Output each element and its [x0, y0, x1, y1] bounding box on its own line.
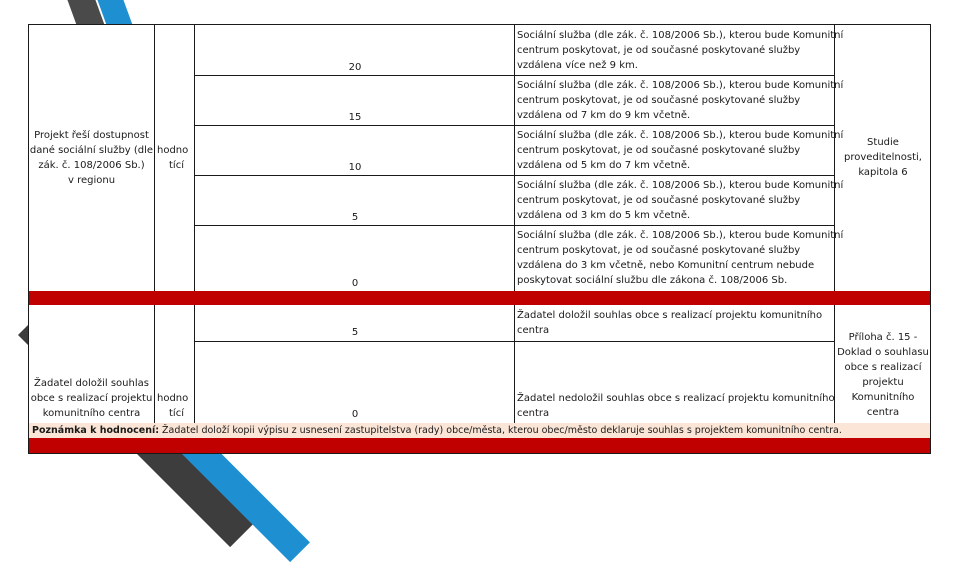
score-value: 0 [351, 409, 359, 420]
score-description: Žadatel doložil souhlas obce s realizací projektu komunitního centra [517, 310, 823, 336]
criterion-2-source: Příloha č. 15 - Doklad o souhlasu obce s realizací projektu Komunitního centra [837, 332, 929, 418]
note-label: Poznámka k hodnocení: [32, 425, 160, 436]
note-body: Žadatel doloží kopii výpisu z usnesení zastupitelstva (rady) obce/města, kterou obec/město deklaruje souhlas s projektem komunitního centra. [159, 425, 842, 436]
grid-line [514, 305, 515, 423]
criterion-1-evaluation: hodno tící [157, 145, 189, 171]
score-value: 5 [351, 212, 359, 223]
score-value: 5 [351, 327, 359, 338]
grid-line [194, 125, 834, 126]
section-separator [29, 438, 930, 453]
score-description: Sociální služba (dle zák. č. 108/2006 Sb.), kterou bude Komunitní centrum poskytovat, je od současné poskytované služby vzdálena od 5 km do 7 km včetně. [517, 130, 844, 171]
grid-line [154, 305, 155, 423]
criterion-1-source: Studie proveditelnosti, kapitola 6 [844, 137, 922, 178]
criterion-1-title: Projekt řeší dostupnost dané sociální služby (dle zák. č. 108/2006 Sb.) v regionu [29, 130, 154, 186]
score-description: Sociální služba (dle zák. č. 108/2006 Sb.), kterou bude Komunitní centrum poskytovat, je od současné poskytované služby vzdálena od 7 km do 9 km včetně. [517, 80, 844, 121]
grid-line [154, 25, 155, 291]
grid-line [194, 225, 834, 226]
section-separator [29, 291, 930, 305]
criterion-2-evaluation: hodno tící [157, 393, 189, 419]
criterion-2-title: Žadatel doložil souhlas obce s realizací projektu komunitního centra [30, 378, 153, 419]
grid-line [194, 305, 195, 423]
score-value: 20 [348, 62, 362, 73]
evaluation-note [29, 423, 930, 438]
grid-line [194, 25, 195, 291]
grid-line [194, 175, 834, 176]
note-text [32, 423, 842, 438]
score-value: 0 [351, 278, 359, 289]
grid-line [194, 75, 834, 76]
grid-line [194, 341, 834, 342]
grid-line [514, 25, 515, 291]
score-description: Sociální služba (dle zák. č. 108/2006 Sb.), kterou bude Komunitní centrum poskytovat, je od současné poskytované služby vzdálena více než 9 km. [517, 30, 844, 71]
score-value: 15 [348, 112, 362, 123]
score-description: Sociální služba (dle zák. č. 108/2006 Sb.), kterou bude Komunitní centrum poskytovat, je od současné poskytované služby vzdálena od 3 km do 5 km včetně. [517, 180, 844, 221]
criteria-table [28, 24, 931, 454]
score-value: 10 [348, 162, 362, 173]
score-description: Žadatel nedoložil souhlas obce s realizací projektu komunitního centra [517, 393, 835, 419]
score-description: Sociální služba (dle zák. č. 108/2006 Sb.), kterou bude Komunitní centrum poskytovat, je od současné poskytované služby vzdálena do 3 km včetně, nebo Komunitní centrum nebude poskytovat sociální službu dle zákona č. 108/2006 Sb. [517, 230, 844, 286]
